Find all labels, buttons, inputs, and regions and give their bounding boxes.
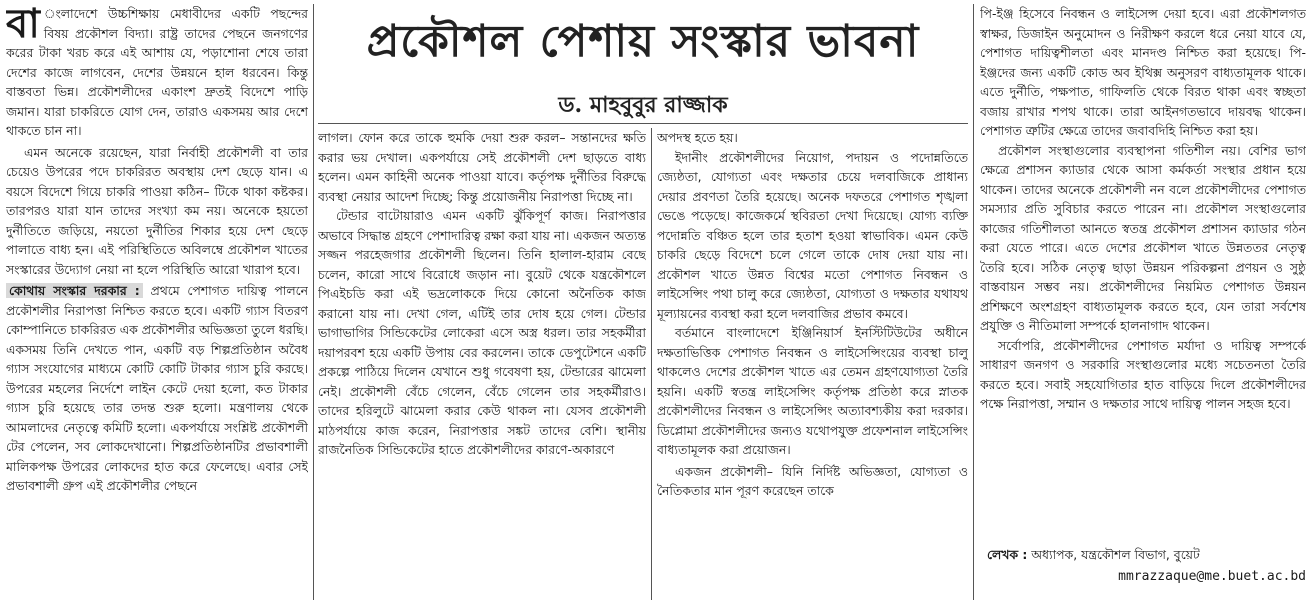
paragraph: কোথায় সংস্কার দরকার : প্রথমে পেশাগত দায়িত্ব পালনে প্রকৌশলীর নিরাপত্তা নিশ্চিত করতে হবে। একটি গ্যাস বিতরণ কোম্পানিতে চাকরিরত এক প্রকৌশলীর অভিজ্ঞতা তুলে ধরছি। একসময় তিনি দেখতে পান, একটি বড় শিল্পপ্রতিষ্ঠান অবৈধ গ্যাস সংযোগের মাধ্যমে কোটি কোটি টাকার গ্যাস চুরি করছে। উপরের মহলের নির্দেশে লাইন কেটে দেয়া হলো, কত টাকার গ্যাস চুরি হয়েছে তার তদন্ত শুরু হলো। মন্ত্রণালয় থেকে আমলাদের নেতৃত্বে কমিটি হলো। একপর্যায়ে সংশ্লিষ্ট প্রকৌশলী টের পেলেন, সব লোকদেখানো। শিল্পপ্রতিষ্ঠানটির প্রভাবশালী মালিকপক্ষ উপরের লোকদের হাত করে ফেলেছে। এবার সেই প্রভাবশালী গ্রুপ এই প্রকৌশলীর পেছনে — [6, 283, 308, 493]
paragraph: সর্বোপরি, প্রকৌশলীদের পেশাগত মর্যাদা ও দায়িত্ব সম্পর্কে সাধারণ জনগণ ও সরকারি সংস্থাগুলোর মধ্যে সচেতনতা তৈরি করতে হবে। সবাই সহযোগিতার হাত বাড়িয়ে দিলে প্রকৌশলীদের পক্ষে নিরাপত্তা, সম্মান ও দক্ষতার সাথে দায়িত্ব পালন সহজ হবে। — [980, 337, 1306, 411]
column-3 — [657, 128, 968, 600]
subhead: কোথায় সংস্কার দরকার : — [6, 283, 143, 298]
author-credit — [987, 545, 1303, 565]
paragraph: টেন্ডার বাটোয়ারাও এমন একটি ঝুঁকিপূর্ণ কাজ। নিরাপত্তার অভাবে সিদ্ধান্ত গ্রহণে পেশাদারিত্ব রক্ষা করা যায় না। একজন অত্যন্ত সজ্জন পরহেজগার প্রকৌশলী ছিলেন। তিনি হালাল-হারাম বেছে চলেন, কারো সাথে বিরোধে জড়ান না। বুয়েট থেকে যন্ত্রকৌশলে পিএইচডি করা এই ভদ্রলোককে দিয়ে কোনো অনৈতিক কাজ করানো যায় না। দেখা গেল, এটিই তার দোষ হয়ে গেল। টেন্ডার ভাগাভাগির সিন্ডিকেটের লোকেরা এসে অস্ত্র ধরল। তার সহকর্মীরা দয়াপরবশ হয়ে একটি উপায় বের করলেন। তাকে ডেপুটেশনে একটি প্রকল্পে পাঠিয়ে দিলেন যেখানে শুধু গবেষণা হয়, টেন্ডারের ঝামেলা নেই। প্রকৌশলী বেঁচে গেলেন, বেঁচে গেলেন তার সহকর্মীরাও। তাদের হরিলুটে ঝামেলা করার কেউ থাকল না। যেসব প্রকৌশলী মাঠপর্যায়ে কাজ করেন, নিরাপত্তার সঙ্কট তাদের বেশি। স্থানীয় রাজনৈতিক সিন্ডিকেটের হাতে প্রকৌশলীদের কারণে-অকারণে — [318, 208, 646, 457]
column-rule-2 — [651, 128, 652, 600]
headline: প্রকৌশল পেশায় সংস্কার ভাবনা — [366, 16, 920, 67]
column-rule-4 — [973, 4, 974, 600]
headline-rule — [318, 123, 968, 124]
intro-paragraph: বা ংলাদেশে উচ্চশিক্ষায় মেধাবীদের একটি পছন্দের বিষয় প্রকৌশল বিদ্যা। রাষ্ট্র তাদের পেছনে জনগণের করের টাকা খরচ করে এই আশায় যে, পড়াশোনা শেষে তারা দেশের কাজে লাগবেন, দেশের উন্নয়নে হাল ধরবেন। কিন্তু বাস্তবতা ভিন্ন। প্রকৌশলীদের একাংশ দ্রুতই বিদেশে পাড়ি জমান। যারা চাকরিতে যোগ দেন, তারাও একসময় আর দেশে থাকতে চান না। — [6, 4, 308, 138]
column-1 — [6, 4, 308, 600]
paragraph: ইদানীং প্রকৌশলীদের নিয়োগ, পদায়ন ও পদোন্নতিতে জ্যেষ্ঠতা, যোগ্যতা এবং দক্ষতার চেয়ে দলবাজিকে প্রাধান্য দেয়ার প্রবণতা তৈরি হয়েছে। অনেক দফতরে পেশাগত শৃঙ্খলা ভেঙে পড়েছে। কাজেকর্মে স্থবিরতা দেখা দিয়েছে। যোগ্য ব্যক্তি পদোন্নতি বঞ্চিত হলে তার হতাশ হওয়া স্বাভাবিক। এমন কেউ চাকরি ছেড়ে বিদেশে চলে গেলে তাকে দোষ দেয়া যায় না। প্রকৌশল খাতে উন্নত বিশ্বের মতো পেশাগত নিবন্ধন ও লাইসেন্সিং পথা চালু করে জ্যেষ্ঠতা, যোগ্যতা ও দক্ষতার যথাযথ মূল্যায়নের ব্যবস্থা করা হলে দলবাজির প্রভাব কমবে। — [657, 149, 968, 321]
column-4 — [980, 4, 1306, 544]
paragraph: অপদস্থ হতে হয়। — [657, 130, 738, 145]
author-label: লেখক : — [987, 547, 1028, 562]
paragraph: একজন প্রকৌশলী– যিনি নির্দিষ্ট অভিজ্ঞতা, যোগ্যতা ও নৈতিকতার মান পূরণ করেছেন তাকে — [657, 463, 968, 498]
paragraph: বর্তমানে বাংলাদেশে ইঞ্জিনিয়ার্স ইনস্টিটিউটের অধীনে দক্ষতাভিত্তিক পেশাগত নিবন্ধন ও লাইসেন্সিংয়ের ব্যবস্থা চালু থাকলেও দেশের প্রকৌশল খাতে এর তেমন গ্রহণযোগ্যতা তৈরি হয়নি। একটি স্বতন্ত্র লাইসেন্সিং কর্তৃপক্ষ প্রতিষ্ঠা করে স্নাতক প্রকৌশলীদের নিবন্ধন ও লাইসেন্সিং অত্যাবশ্যকীয় করা দরকার। ডিপ্লোমা প্রকৌশলীদের জন্যও যথোপযুক্ত প্রফেশনাল লাইসেন্সিং বাধ্যতামূলক করা প্রয়োজন। — [657, 325, 968, 457]
column-2 — [318, 128, 646, 600]
author-affiliation: অধ্যাপক, যন্ত্রকৌশল বিভাগ, বুয়েট — [1027, 547, 1200, 562]
paragraph: পি-ইঞ্জ হিসেবে নিবন্ধন ও লাইসেন্স দেয়া হবে। এরা প্রকৌশলগত স্বাক্ষর, ডিজাইন অনুমোদন ও নিরীক্ষণ করলে ধরে নেয়া যাবে যে, পেশাগত দায়িত্বশীলতা এবং মানদণ্ড নিশ্চিত করা হয়েছে। পি-ইঞ্জদের জন্য একটি কোড অব ইথিক্স অনুসরণ বাধ্যতামূলক থাকে। এতে দুর্নীতি, পক্ষপাত, গাফিলতি থেকে বিরত থাকা এবং স্বচ্ছতা বজায় রাখার শপথ থাকে। তারা আইনগতভাবে দায়বদ্ধ থাকেন। পেশাগত ত্রুটির ক্ষেত্রে তাদের জবাবদিহি নিশ্চিত করা হয়। — [980, 6, 1306, 138]
column-rule-1 — [313, 4, 314, 600]
paragraph: লাগল। ফোন করে তাকে হুমকি দেয়া শুরু করল– সন্তানদের ক্ষতি করার ভয় দেখাল। একপর্যায়ে সেই প্রকৌশলী দেশ ছাড়তে বাধ্য হলেন। এমন কাহিনী অনেক পাওয়া যাবে। কর্তৃপক্ষ দুর্নীতির বিরুদ্ধে ব্যবস্থা নেয়ার আদেশ দিচ্ছে; কিন্তু প্রয়োজনীয় নিরাপত্তা দিচ্ছে না। — [318, 130, 646, 204]
paragraph: এমন অনেকে রয়েছেন, যারা নির্বাহী প্রকৌশলী বা তার চেয়েও উপরের পদে চাকরিরত অবস্থায় দেশ ছেড়ে যান। এ বয়সে বিদেশে গিয়ে চাকরি পাওয়া কঠিন– টিকে থাকা কষ্টকর। তারপরও যারা যান তাদের সংখ্যা কম নয়। অনেকে হয়তো দুর্নীতিতে জড়িয়ে, নয়তো দুর্নীতির শিকার হয়ে দেশ ছেড়ে পালাতে বাধ্য হন। এই পরিস্থিতিতে অবিলম্বে প্রকৌশল খাতের সংস্কারের উদ্যোগ নেয়া না হলে পরিস্থিতি আরো খারাপ হবে। — [6, 144, 308, 277]
paragraph: প্রকৌশল সংস্থাগুলোর ব্যবস্থাপনা গতিশীল নয়। বেশির ভাগ ক্ষেত্রে প্রশাসন ক্যাডার থেকে আসা কর্মকর্তা সংস্থার প্রধান হয়ে থাকেন। তাদের অনেকে প্রকৌশলী নন বলে প্রকৌশলীদের পেশাগত সমস্যার প্রতি সুবিচার করতে পারেন না। প্রকৌশল সংস্থাগুলোর কাজের গতিশীলতা আনতে স্বতন্ত্র প্রকৌশল প্রশাসন ক্যাডার গঠন করা যেতে পারে। এতে দেশের প্রকৌশল খাতে উন্নততর নেতৃত্ব তৈরি হবে। সঠিক নেতৃত্ব ছাড়া উন্নয়ন পরিকল্পনা প্রণয়ন ও সুষ্ঠু বাস্তবায়ন সম্ভব নয়। প্রকৌশলীদের নিয়মিত পেশাগত উন্নয়ন প্রশিক্ষণে অংশগ্রহণ বাধ্যতামূলক করতে হবে, যেন তারা সর্বশেষ প্রযুক্তি ও নীতিমালা সম্পর্কে হালনাগাদ থাকেন। — [980, 142, 1306, 333]
byline: ড. মাহবুবুর রাজ্জাক — [558, 92, 728, 118]
author-email[interactable]: mmrazzaque@me.buet.ac.bd — [1118, 569, 1306, 584]
drop-cap: বা — [6, 4, 40, 47]
